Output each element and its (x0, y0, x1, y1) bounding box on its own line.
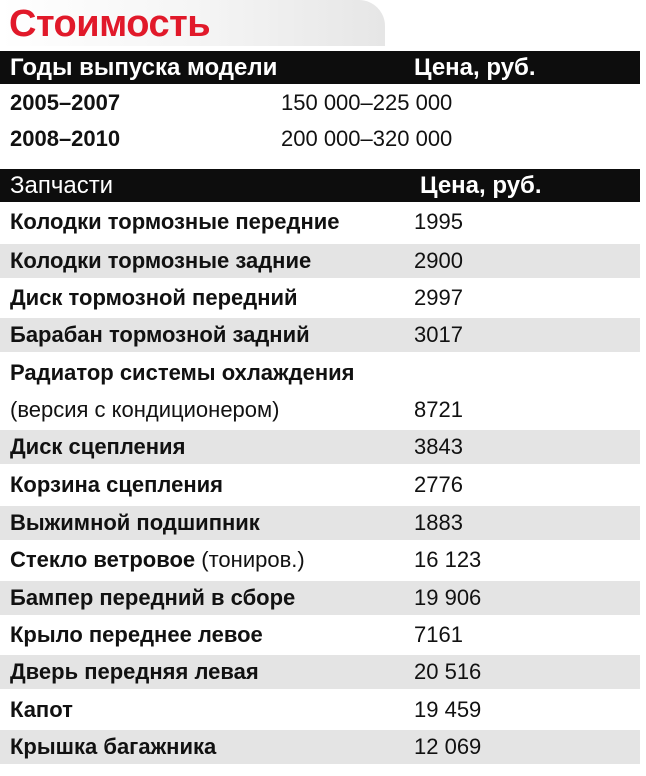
table-row (0, 730, 640, 764)
part-price: 16 123 (414, 547, 482, 572)
table-row (0, 655, 640, 689)
parts-table-header (0, 169, 640, 202)
years-range: 2005–2007 (10, 90, 121, 115)
part-price: 3017 (414, 322, 463, 347)
part-price: 7161 (414, 622, 463, 647)
part-name: Диск тормозной передний (10, 285, 298, 310)
part-price: 3843 (414, 434, 463, 459)
part-price: 8721 (414, 397, 463, 422)
part-price: 12 069 (414, 734, 482, 759)
years-table-header (0, 51, 640, 84)
part-name: Дверь передняя левая (10, 659, 259, 684)
part-name-main: Стекло ветровое (10, 547, 196, 572)
years-header-col1: Годы выпуска модели (10, 54, 278, 81)
years-price: 200 000–320 000 (281, 126, 453, 151)
part-price: 19 906 (414, 585, 482, 610)
years-header-col2: Цена, руб. (414, 54, 536, 81)
part-price: 19 459 (414, 697, 482, 722)
part-name: (версия с кондиционером) (10, 397, 280, 422)
parts-header-col2: Цена, руб. (420, 172, 542, 199)
part-name: Радиатор системы охлаждения (10, 360, 355, 385)
page-title: Стоимость (9, 3, 211, 45)
years-price: 150 000–225 000 (281, 90, 453, 115)
years-range: 2008–2010 (10, 126, 121, 151)
table-row (0, 506, 640, 540)
table-row (0, 693, 640, 727)
part-price: 2776 (414, 472, 463, 497)
part-price: 1883 (414, 510, 463, 535)
table-row (0, 543, 640, 577)
part-name-note: (тониров.) (201, 547, 305, 572)
table-row (0, 430, 640, 464)
part-name: Выжимной подшипник (10, 510, 260, 535)
part-name: Капот (10, 697, 73, 722)
part-name: Крыло переднее левое (10, 622, 263, 647)
parts-header-col1: Запчасти (10, 172, 114, 199)
part-name: Барабан тормозной задний (10, 322, 310, 347)
part-name: Колодки тормозные передние (10, 209, 340, 234)
table-row (0, 618, 640, 652)
table-row (0, 281, 640, 315)
years-row (0, 85, 640, 121)
table-row (0, 205, 640, 239)
table-row (0, 581, 640, 615)
part-price: 1995 (414, 209, 463, 234)
part-name: Крышка багажника (10, 734, 217, 759)
part-name (10, 543, 305, 577)
table-row (0, 244, 640, 278)
table-row (0, 318, 640, 352)
part-name: Бампер передний в сборе (10, 585, 296, 610)
table-row (0, 468, 640, 502)
part-price: 2900 (414, 248, 463, 273)
part-name: Диск сцепления (10, 434, 186, 459)
table-row (0, 393, 640, 427)
part-price: 20 516 (414, 659, 482, 684)
years-row (0, 121, 640, 157)
part-name: Колодки тормозные задние (10, 248, 312, 273)
part-price: 2997 (414, 285, 463, 310)
part-name: Корзина сцепления (10, 472, 223, 497)
table-row (0, 356, 640, 390)
